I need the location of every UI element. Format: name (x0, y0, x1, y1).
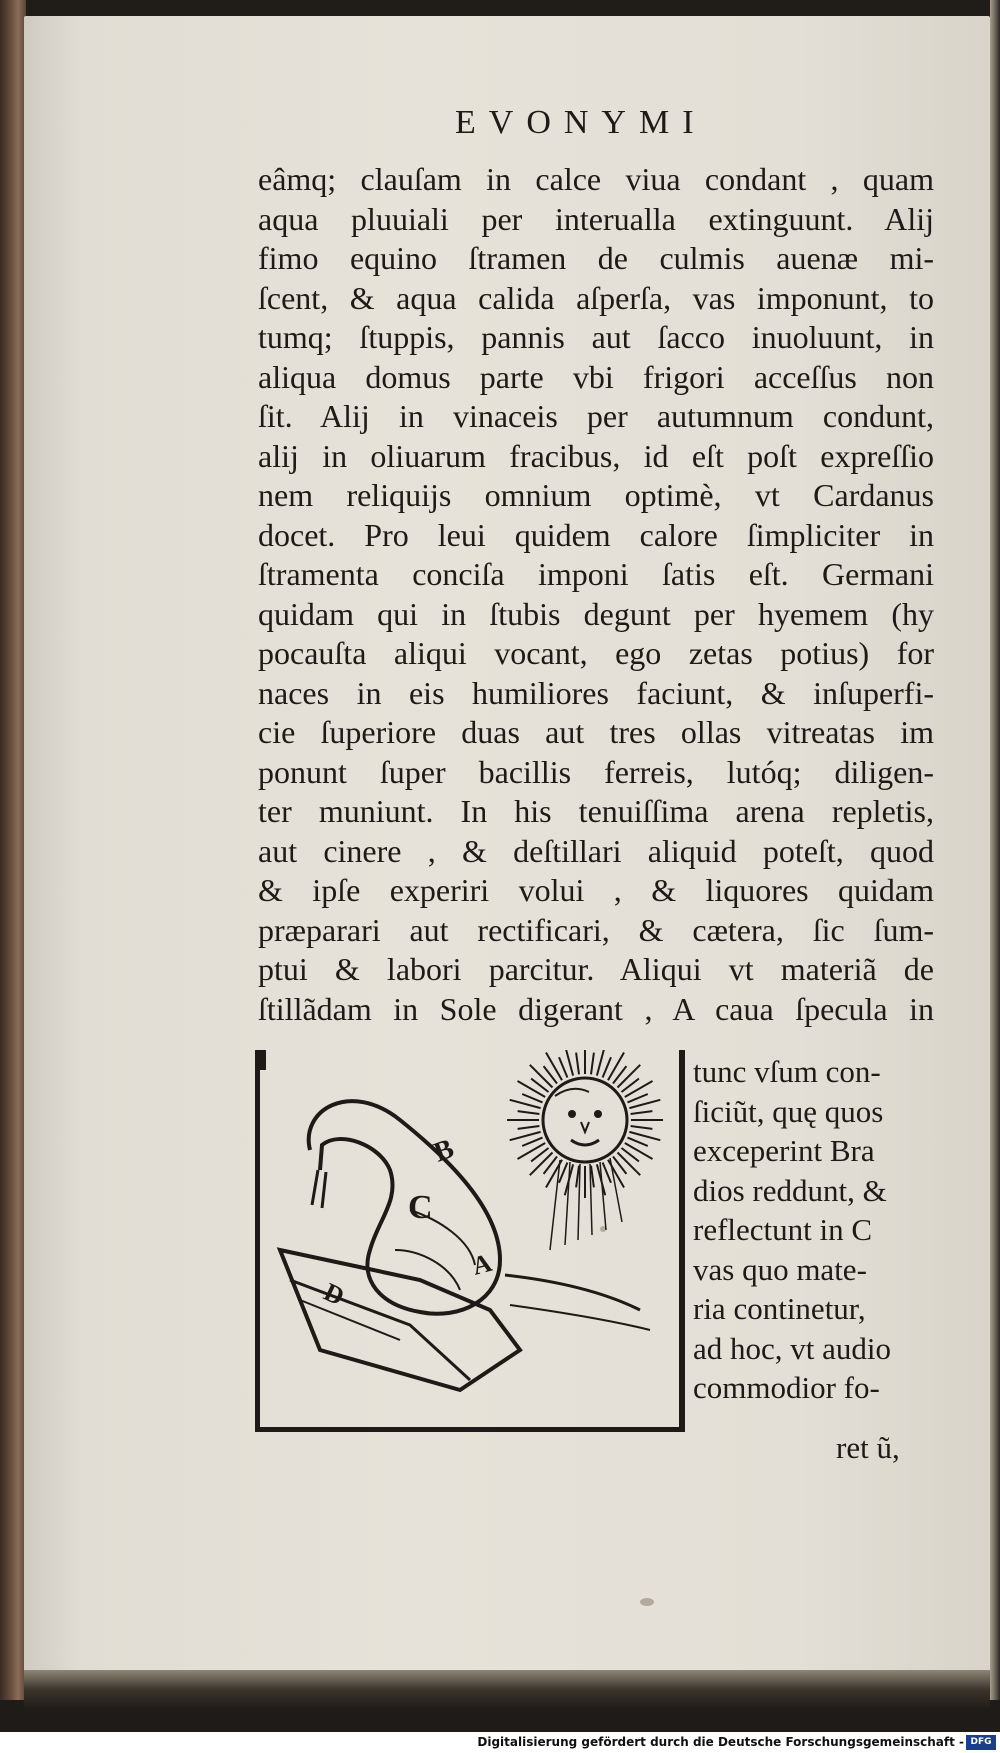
text-line: tumq; ſtuppis, pannis aut ſacco inuoluunt, in (258, 319, 934, 355)
text-line: cie ſuperiore duas aut tres ollas vitreatas im (258, 714, 934, 750)
page-bottom-shadow (24, 1670, 990, 1710)
text-line: naces in eis humiliores faciunt, & inſuperfi- (258, 674, 934, 711)
text-line: ponunt ſuper bacillis ferreis, lutóq; diligen- (258, 753, 934, 790)
text-line: ptui & labori parcitur. Aliqui vt materiã de (258, 951, 934, 987)
side-text-line: commodior fo- (693, 1370, 880, 1405)
figure-label-a: A (469, 1247, 495, 1281)
text-line: & ipſe experiri volui , & liquores quidam (258, 872, 934, 908)
text-line: nem reliquijs omnium optimè, vt Cardanus (258, 477, 934, 513)
digitization-credit: Digitalisierung gefördert durch die Deutsche Forschungsgemeinschaft - (477, 1735, 964, 1749)
text-line: ſcent, & aqua calida aſperſa, vas imponunt, to (258, 279, 934, 316)
text-line: ſit. Alij in vinaceis per autumnum condunt, (258, 398, 934, 434)
concave-mirror-icon (280, 1247, 650, 1390)
side-text-line: ad hoc, vt audio (693, 1330, 892, 1366)
text-line: aqua pluuiali per interualla extinguunt. Alij (258, 200, 934, 237)
text-line: docet. Pro leui quidem calore ſimpliciter in (258, 516, 934, 553)
figure-label-c: C (408, 1189, 433, 1226)
side-text-line: reflectunt in C (693, 1212, 873, 1247)
side-text-line: vas quo mate- (693, 1251, 867, 1287)
text-line: ſtillãdam in Sole digerant , A caua ſpecula in (258, 990, 934, 1027)
paper-stain (640, 1598, 654, 1606)
side-text (693, 1052, 929, 1408)
text-line: quidam qui in ſtubis degunt per hyemem (hy (258, 595, 934, 632)
dfg-logo: DFG (966, 1735, 996, 1750)
text-line: ſtramenta conciſa imponi ſatis eſt. Germani (258, 556, 934, 592)
side-text-line: exceperint Bra (693, 1133, 875, 1168)
side-text-line: tunc vſum con- (693, 1054, 881, 1089)
book-edge-left (0, 0, 26, 1700)
body-text (258, 160, 934, 1029)
text-line: aut cinere , & deſtillari aliquid poteſt, quod (258, 832, 934, 869)
side-text-line: ria continetur, (693, 1291, 866, 1326)
text-line: pocauſta aliqui vocant, ego zetas potius) for (258, 635, 934, 671)
running-head: EVONYMI (455, 104, 707, 141)
text-line: aliqua domus parte vbi frigori acceſſus non (258, 358, 934, 395)
text-line: præparari aut rectificari, & cætera, ſic ſum- (258, 911, 934, 948)
woodcut-figure (255, 1050, 685, 1432)
text-line: ter muniunt. In his tenuiſſima arena repletis, (258, 793, 934, 829)
side-text-line: ſiciũt, quę quos (693, 1093, 884, 1129)
sun-with-face-icon (507, 1050, 663, 1198)
figure-label-b: B (429, 1133, 458, 1169)
book-edge-right (990, 0, 1000, 1700)
text-line: fimo equino ſtramen de culmis auenæ mi- (258, 240, 934, 276)
woodcut-illustration (260, 1050, 680, 1427)
text-line: eâmq; clauſam in calce viua condant , quam (258, 161, 934, 197)
catchword: ret ũ, (836, 1430, 900, 1465)
side-text-line: dios reddunt, & (693, 1172, 887, 1208)
figure-label-d: D (319, 1277, 349, 1312)
text-line: alij in oliuarum fracibus, id eſt poſt expreſſio (258, 437, 934, 474)
